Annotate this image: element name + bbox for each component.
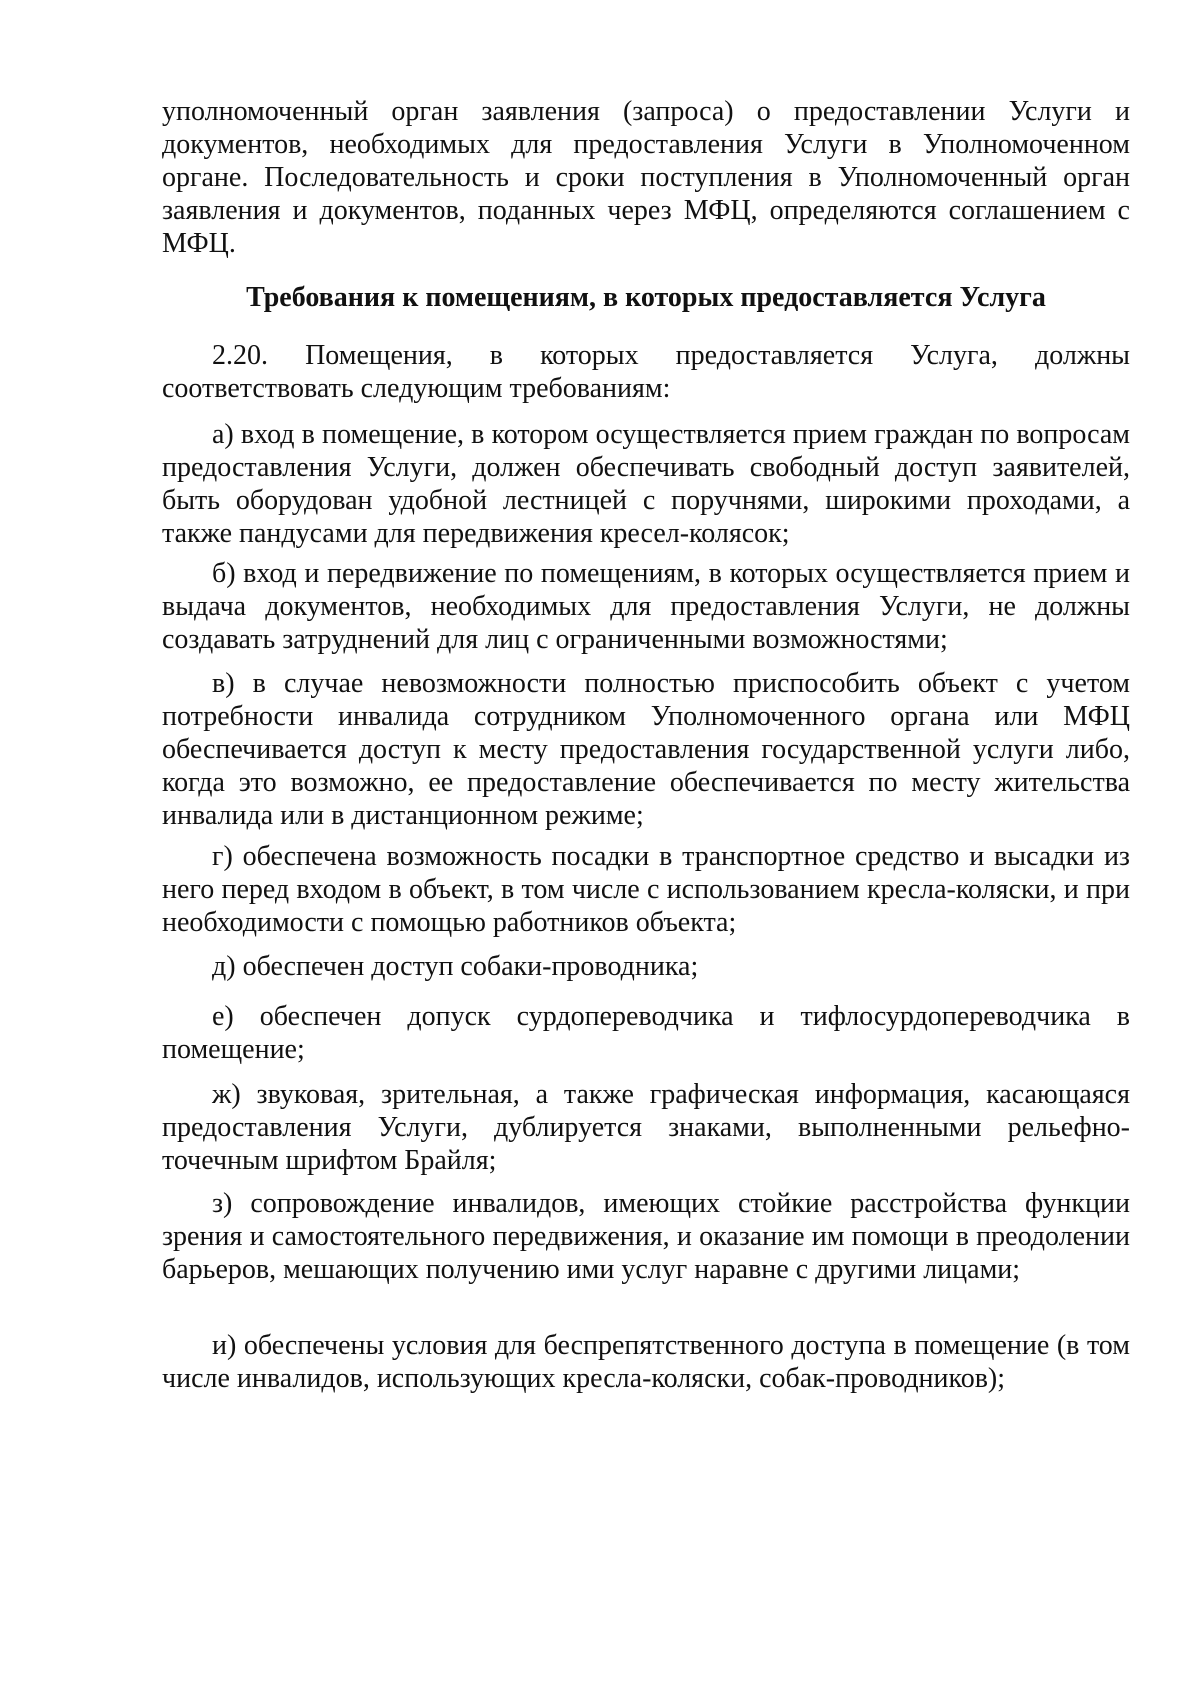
list-item-e: е) обеспечен допуск сурдопереводчика и тифлосурдопереводчика в помещение; xyxy=(162,1001,1130,1065)
list-item-i: и) обеспечены условия для беспрепятственного доступа в помещение (в том числе инвалидов, использующих кресла-коляски, собак-проводников); xyxy=(162,1330,1130,1394)
list-item-z: з) сопровождение инвалидов, имеющих стойкие расстройства функции зрения и самостоятельного передвижения, и оказание им помощи в преодолении барьеров, мешающих получению ими услуг наравне с другими лицами; xyxy=(162,1188,1130,1285)
clause-2-20: 2.20. Помещения, в которых предоставляется Услуга, должны соответствовать следующим требованиям: xyxy=(162,340,1130,404)
list-item-g: г) обеспечена возможность посадки в транспортное средство и высадки из него перед входом в объект, в том числе с использованием кресла-коляски, и при необходимости с помощью работников объекта; xyxy=(162,841,1130,938)
list-item-v: в) в случае невозможности полностью приспособить объект с учетом потребности инвалида сотрудником Уполномоченного органа или МФЦ обеспечивается доступ к месту предоставления государственной услуги либо, когда это возможно, ее предоставление обеспечивается по месту жительства инвалида или в дистанционном режиме; xyxy=(162,668,1130,831)
list-item-b: б) вход и передвижение по помещениям, в которых осуществляется прием и выдача документов, необходимых для предоставления Услуги, не должны создавать затруднений для лиц с ограниченными возможностями; xyxy=(162,558,1130,655)
list-item-zh: ж) звуковая, зрительная, а также графическая информация, касающаяся предоставления Услуги, дублируется знаками, выполненными рельефно-точечным шрифтом Брайля; xyxy=(162,1079,1130,1176)
intro-paragraph: уполномоченный орган заявления (запроса) о предоставлении Услуги и документов, необходимых для предоставления Услуги в Уполномоченном органе. Последовательность и сроки поступления в Уполномоченный орган заявления и документов, поданных через МФЦ, определяются соглашением с МФЦ. xyxy=(162,96,1130,259)
list-item-d: д) обеспечен доступ собаки-проводника; xyxy=(212,951,699,982)
list-item-a: а) вход в помещение, в котором осуществляется прием граждан по вопросам предоставления Услуги, должен обеспечивать свободный доступ заявителей, быть оборудован удобной лестницей с поручнями, широкими проходами, а также пандусами для передвижения кресел-колясок; xyxy=(162,419,1130,549)
section-heading: Требования к помещениям, в которых предоставляется Услуга xyxy=(246,282,1046,313)
